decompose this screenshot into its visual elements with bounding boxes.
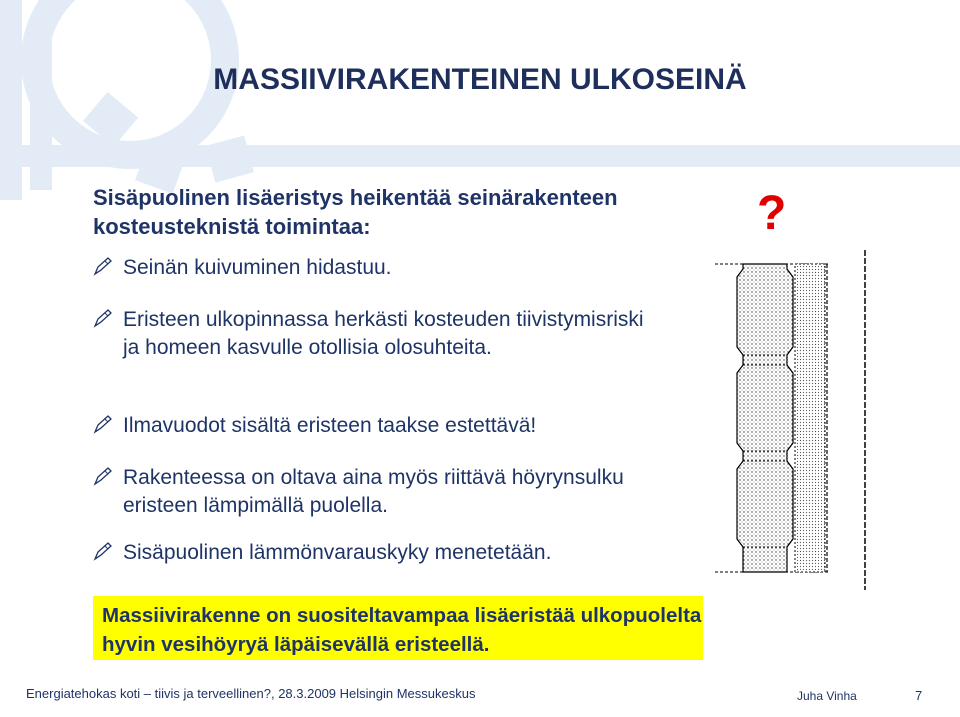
slide-title: MASSIIVIRAKENTEINEN ULKOSEINÄ [213,63,747,96]
bullet-item [93,254,653,282]
bullet-text: Eristeen ulkopinnassa herkästi kosteuden tiivistymisriski ja homeen kasvulle otollisia olosuhteita. [123,308,644,359]
conclusion-highlight: Massiivirakenne on suositeltavampaa lisäeristää ulkopuolelta hyvin vesihöyryä läpäisevällä eristeellä. [93,596,703,660]
pencil-bullet-icon [93,541,113,561]
bullet-item [93,412,653,440]
bullet-item [93,306,653,362]
page-number: 7 [915,688,923,703]
pencil-bullet-icon [93,256,113,276]
intro-text: Sisäpuolinen lisäeristys heikentää seinärakenteen kosteusteknistä toimintaa: [93,185,618,239]
bullet-item [93,464,653,520]
footer-author: Juha Vinha [797,689,857,703]
gear-background-icon [0,0,960,200]
bullet-text: Sisäpuolinen lämmönvarauskyky menetetään. [123,541,552,564]
bullet-text: Rakenteessa on oltava aina myös riittävä höyrynsulku eristeen lämpimällä puolella. [123,466,624,517]
wall-section-drawing [715,247,870,592]
bullet-text: Seinän kuivuminen hidastuu. [123,256,392,279]
question-mark: ? [757,187,787,240]
pencil-bullet-icon [93,466,113,486]
pencil-bullet-icon [93,308,113,328]
bullet-item [93,539,653,567]
pencil-bullet-icon [93,414,113,434]
bullet-text: Ilmavuodot sisältä eristeen taakse estettävä! [123,414,537,437]
footer-event: Energiatehokas koti – tiivis ja terveellinen?, 28.3.2009 Helsingin Messukeskus [26,686,476,701]
